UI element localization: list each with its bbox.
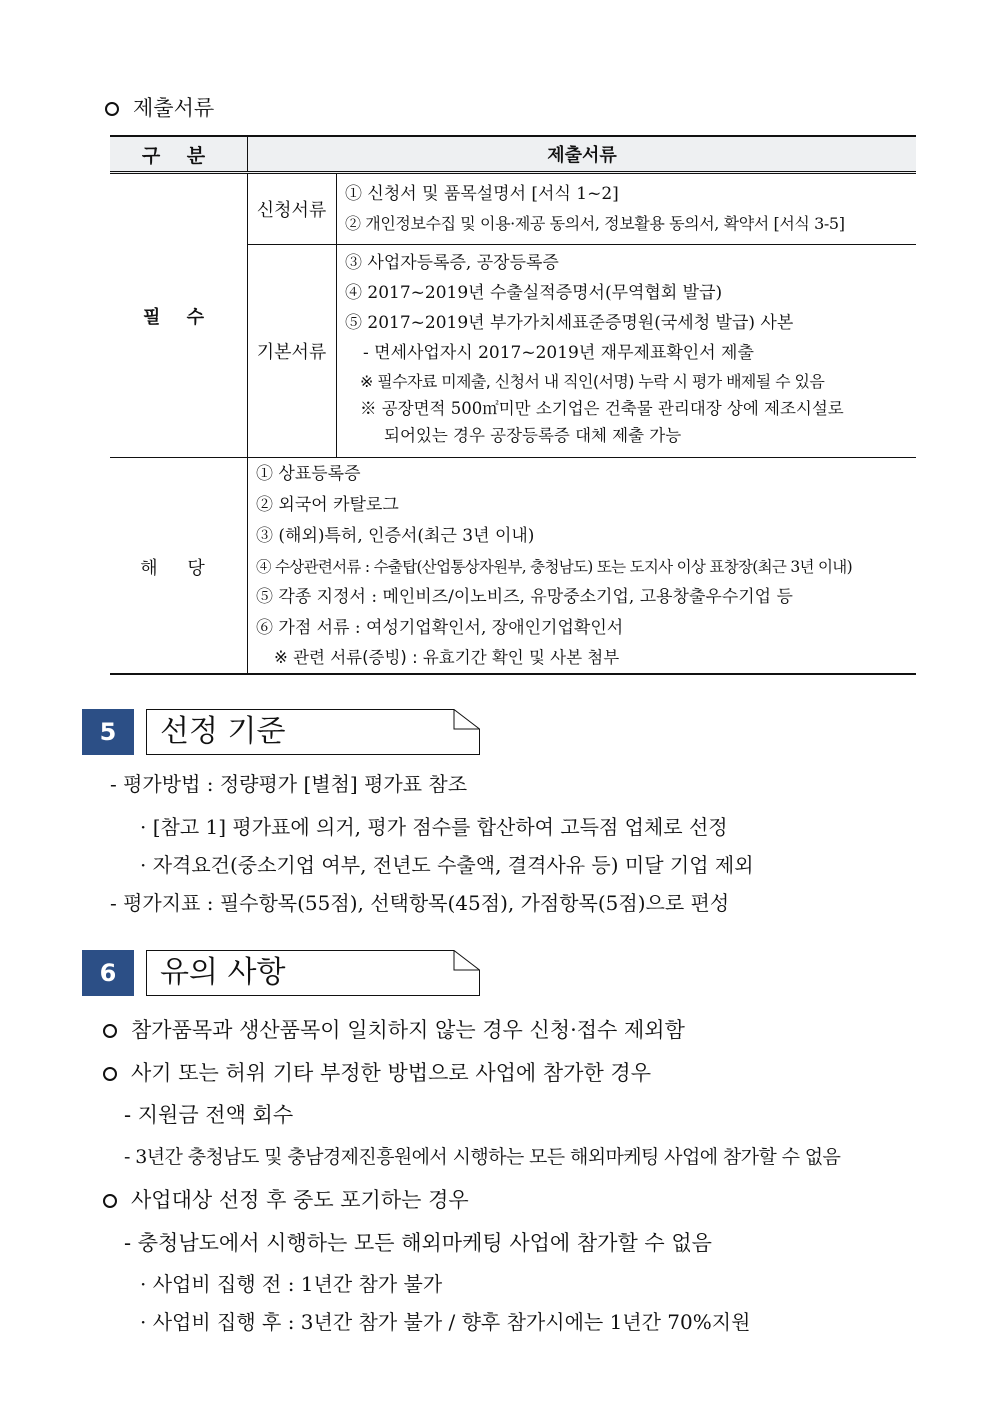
section5-line: - 평가방법 : 정량평가 [별첨] 평가표 참조 xyxy=(110,772,468,796)
list-item: ⑤ 각종 지정서 : 메인비즈/이노비즈, 유망중소기업, 고용창출우수기업 등 xyxy=(256,587,793,607)
list-item: ③ (해외)특허, 인증서(최근 3년 이내) xyxy=(256,526,535,546)
list-item: ③ 사업자등록증, 공장등록증 xyxy=(345,253,559,273)
notice-sub: · 사업비 집행 후 : 3년간 참가 불가 / 향후 참가시에는 1년간 70%지원 xyxy=(140,1310,751,1334)
notice-sub: - 3년간 충청남도 및 충남경제진흥원에서 시행하는 모든 해외마케팅 사업에 참가할 수 없음 xyxy=(124,1146,841,1168)
circle-bullet-icon xyxy=(103,1067,117,1081)
circle-bullet-icon xyxy=(103,1194,117,1208)
submission-heading xyxy=(105,92,214,122)
subcol-divider xyxy=(336,174,337,457)
note-item: ※ 공장면적 500㎡미만 소기업은 건축물 관리대장 상에 제조시설로 xyxy=(360,399,844,418)
row-divider-1 xyxy=(247,244,916,245)
circle-bullet-icon xyxy=(105,102,119,116)
header-category: 구 분 xyxy=(141,144,216,167)
note-item-cont: 되어있는 경우 공장등록증 대체 제출 가능 xyxy=(384,426,682,445)
notice-item xyxy=(103,1184,469,1214)
circle-bullet-icon xyxy=(103,1024,117,1038)
section6-title-box xyxy=(146,950,480,996)
list-item: ④ 2017~2019년 수출실적증명서(무역협회 발급) xyxy=(345,283,723,303)
note-item: ※ 필수자료 미제출, 신청서 내 직인(서명) 누락 시 평가 배제될 수 있음 xyxy=(360,372,825,391)
section5-line: · [참고 1] 평가표에 의거, 평가 점수를 합산하여 고득점 업체로 선정 xyxy=(140,815,728,839)
section6-number: 6 xyxy=(82,950,134,996)
application-docs-label: 신청서류 xyxy=(256,200,327,221)
list-item: ① 신청서 및 품목설명서 [서식 1~2] xyxy=(345,184,619,204)
header-documents: 제출서류 xyxy=(247,137,916,171)
notice-sub: - 지원금 전액 회수 xyxy=(124,1103,294,1127)
section5-line: · 자격요건(중소기업 여부, 전년도 수출액, 결격사유 등) 미달 기업 제외 xyxy=(140,853,754,877)
section5-title: 선정 기준 xyxy=(160,714,286,749)
list-item: ⑤ 2017~2019년 부가가치세표준증명원(국세청 발급) 사본 xyxy=(345,313,794,333)
notice-sub: · 사업비 집행 전 : 1년간 참가 불가 xyxy=(140,1272,443,1296)
basic-docs-label: 기본서류 xyxy=(256,342,327,363)
section6-title: 유의 사항 xyxy=(160,955,286,990)
section5-line: - 평가지표 : 필수항목(55점), 선택항목(45점), 가점항목(5점)으로 편성 xyxy=(110,891,730,915)
list-item: ② 외국어 카탈로그 xyxy=(256,495,399,515)
notice-sub: - 충청남도에서 시행하는 모든 해외마케팅 사업에 참가할 수 없음 xyxy=(124,1231,712,1255)
list-item: ② 개인정보수집 및 이용·제공 동의서, 정보활용 동의서, 확약서 [서식 3-5] xyxy=(345,214,845,233)
notice-item xyxy=(103,1014,685,1044)
applicable-label: 해 당 xyxy=(140,557,217,579)
list-item: - 면세사업자시 2017~2019년 재무제표확인서 제출 xyxy=(363,343,754,363)
required-label: 필 수 xyxy=(142,306,215,328)
list-item: ① 상표등록증 xyxy=(256,464,361,484)
notice-text: 사기 또는 허위 기타 부정한 방법으로 사업에 참가한 경우 xyxy=(131,1061,651,1085)
note-item: ※ 관련 서류(증빙) : 유효기간 확인 및 사본 첨부 xyxy=(274,648,620,667)
notice-text: 사업대상 선정 후 중도 포기하는 경우 xyxy=(131,1188,469,1212)
list-item: ④ 수상관련서류 : 수출탑(산업통상자원부, 충청남도) 또는 도지사 이상 표창장(최근 3년 이내) xyxy=(256,558,852,576)
submission-heading-text: 제출서류 xyxy=(133,96,215,120)
section5-title-box xyxy=(146,709,480,755)
notice-item xyxy=(103,1057,651,1087)
table-header xyxy=(110,137,916,174)
submission-table xyxy=(110,135,916,675)
notice-text: 참가품목과 생산품목이 일치하지 않는 경우 신청·접수 제외함 xyxy=(131,1018,685,1042)
section5-number: 5 xyxy=(82,709,134,755)
list-item: ⑥ 가점 서류 : 여성기업확인서, 장애인기업확인서 xyxy=(256,618,624,638)
